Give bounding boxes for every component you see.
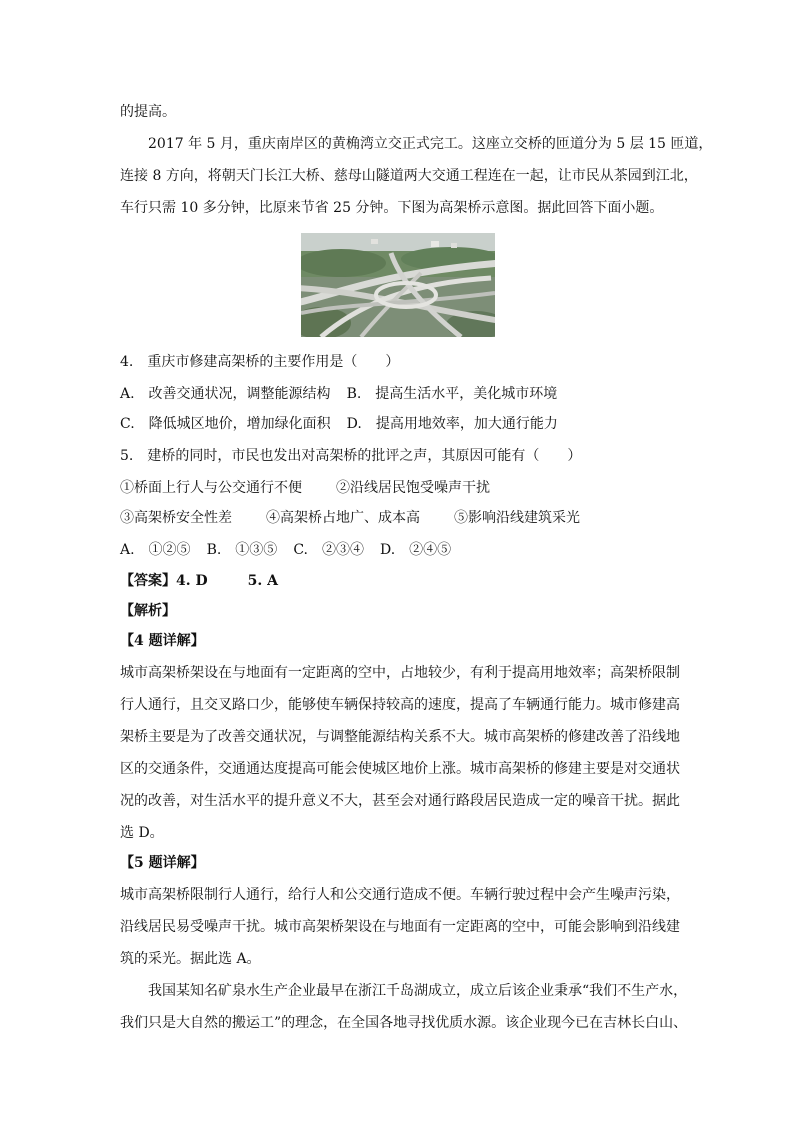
intro-line-1: 2017 年 5 月，重庆南岸区的黄桷湾立交正式完工。这座立交桥的匝道分为 5 层 15 匝道， <box>148 136 713 152</box>
q5-option-a: A. ①②⑤ <box>120 542 191 558</box>
q5-item-2: ②沿线居民饱受噪声干扰 <box>336 480 490 496</box>
q4-options-ab <box>120 384 557 404</box>
overpass-aerial-photo <box>301 233 495 337</box>
answer-label: 【答案】 <box>120 573 176 589</box>
answer-4: 4. D <box>176 573 208 589</box>
q5-item-1: ①桥面上行人与公交通行不便 <box>120 480 302 496</box>
q5-items-1 <box>120 478 490 498</box>
intro-line-3: 车行只需 10 多分钟，比原来节省 25 分钟。下图为高架桥示意图。据此回答下面小题。 <box>120 200 664 216</box>
q4-option-a: A. 改善交通状况，调整能源结构 <box>120 386 331 402</box>
next-passage-line-2: 我们只是大自然的搬运工”的理念，在全国各地寻找优质水源。该企业现今已在吉林长白山、 <box>120 1015 688 1031</box>
q4-analysis-line-6: 选 D。 <box>120 825 164 841</box>
q5-item-4: ④高架桥占地广、成本高 <box>266 510 420 526</box>
q5-item-5: ⑤影响沿线建筑采光 <box>454 510 580 526</box>
q4-analysis-heading: 【4 题详解】 <box>120 633 205 649</box>
answer-5: 5. A <box>247 573 278 589</box>
q5-option-c: C. ②③④ <box>293 542 364 558</box>
q5-analysis-line-3: 筑的采光。据此选 A。 <box>120 951 261 967</box>
q4-option-c: C. 降低城区地价，增加绿化面积 <box>120 416 331 432</box>
q4-analysis-line-1: 城市高架桥架设在与地面有一定距离的空中，占地较少，有利于提高用地效率；高架桥限制 <box>120 665 680 681</box>
q4-analysis-line-5: 况的改善，对生活水平的提升意义不大，甚至会对通行路段居民造成一定的噪音干扰。据此 <box>120 793 680 809</box>
q4-stem: 4. 重庆市修建高架桥的主要作用是（ ） <box>120 354 400 370</box>
q5-option-d: D. ②④⑤ <box>379 542 452 558</box>
q5-options <box>120 540 451 560</box>
analysis-heading: 【解析】 <box>120 603 176 619</box>
intro-line-0: 的提高。 <box>120 104 176 120</box>
q4-option-b: B. 提高生活水平，美化城市环境 <box>346 386 558 402</box>
q5-stem: 5. 建桥的同时，市民也发出对高架桥的批评之声，其原因可能有（ ） <box>120 448 582 464</box>
q5-analysis-line-2: 沿线居民易受噪声干扰。城市高架桥架设在与地面有一定距离的空中，可能会影响到沿线建 <box>120 919 680 935</box>
q5-analysis-line-1: 城市高架桥限制行人通行，给行人和公交通行造成不便。车辆行驶过程中会产生噪声污染， <box>120 887 680 903</box>
answer-line <box>120 571 278 591</box>
q4-analysis-line-3: 架桥主要是为了改善交通状况，与调整能源结构关系不大。城市高架桥的修建改善了沿线地 <box>120 729 680 745</box>
q5-analysis-heading: 【5 题详解】 <box>120 855 205 871</box>
q4-analysis-line-4: 区的交通条件，交通通达度提高可能会使城区地价上涨。城市高架桥的修建主要是对交通状 <box>120 761 680 777</box>
q5-option-b: B. ①③⑤ <box>206 542 278 558</box>
q5-items-2 <box>120 508 580 528</box>
q5-item-3: ③高架桥安全性差 <box>120 510 232 526</box>
intro-line-2: 连接 8 方向，将朝天门长江大桥、慈母山隧道两大交通工程连在一起，让市民从茶园到江北， <box>120 168 698 184</box>
q4-options-cd <box>120 414 558 434</box>
q4-analysis-line-2: 行人通行，且交叉路口少，能够使车辆保持较高的速度，提高了车辆通行能力。城市修建高 <box>120 697 680 713</box>
next-passage-line-1: 我国某知名矿泉水生产企业最早在浙江千岛湖成立，成立后该企业秉承“我们不生产水， <box>148 983 688 999</box>
q4-option-d: D. 提高用地效率，加大通行能力 <box>346 416 558 432</box>
